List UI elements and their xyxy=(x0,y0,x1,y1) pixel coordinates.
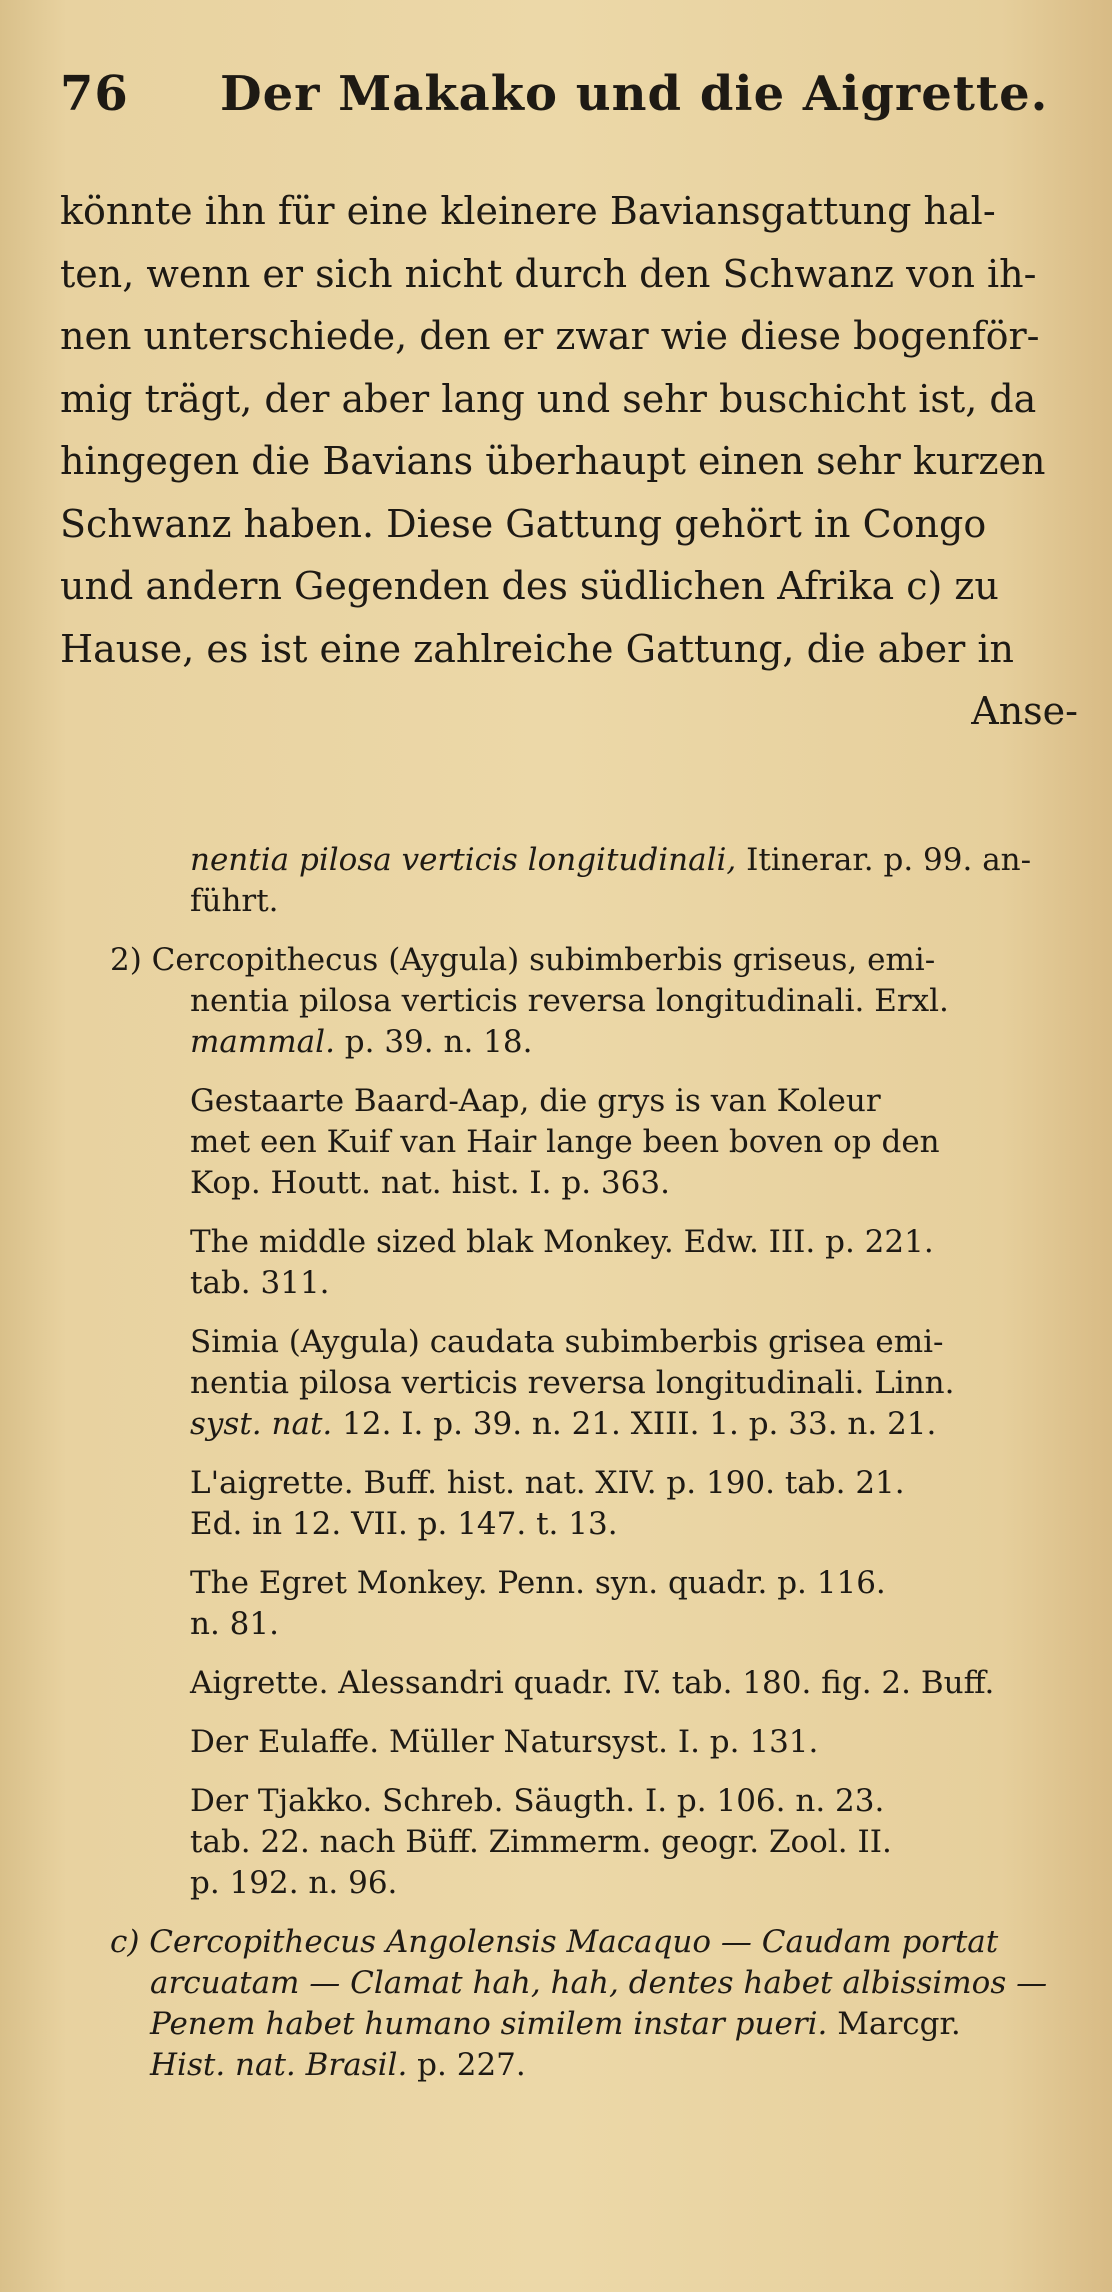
footnote-line xyxy=(60,1922,1090,1963)
footnote-line xyxy=(60,1663,1090,1704)
footnote-line xyxy=(60,1404,1090,1445)
footnote-line xyxy=(60,1022,1090,1063)
italic-text: c) Cercopithecus Angolensis Macaquo — Caudam portat xyxy=(110,1924,999,1960)
roman-text: met een Kuif van Hair lange been boven op den xyxy=(190,1124,940,1160)
footnote-line xyxy=(60,1604,1090,1645)
footnote-line xyxy=(60,2004,1090,2045)
italic-text: Hist. nat. Brasil. xyxy=(150,2047,408,2083)
text-line: nen unterschiede, den er zwar wie diese bogenför- xyxy=(60,314,1040,358)
footnote-line xyxy=(60,1081,1090,1122)
roman-text: nentia pilosa verticis reversa longitudinali. Erxl. xyxy=(190,983,949,1019)
roman-text: The middle sized blak Monkey. Edw. III. p. 221. xyxy=(190,1224,934,1260)
text-line: Schwanz haben. Diese Gattung gehört in Congo xyxy=(60,501,987,546)
roman-text: Marcgr. xyxy=(827,2006,961,2042)
footnote-line xyxy=(60,1963,1090,2004)
roman-text: Ed. in 12. VII. p. 147. t. 13. xyxy=(190,1506,618,1542)
footnote-line xyxy=(60,1822,1090,1863)
text-line: mig trägt, der aber lang und sehr buschicht ist, da xyxy=(60,376,1037,421)
text-line: hingegen die Bavians überhaupt einen sehr kurzen xyxy=(60,439,1046,483)
footnote-line xyxy=(60,1781,1090,1822)
catchword: Anse- xyxy=(971,689,1078,733)
roman-text: Der Eulaffe. Müller Natursyst. I. p. 131. xyxy=(190,1724,819,1760)
footnote-line xyxy=(60,1722,1090,1763)
roman-text: führt. xyxy=(190,883,279,919)
footnotes xyxy=(60,840,1090,2086)
text-line: ten, wenn er sich nicht durch den Schwanz von ih- xyxy=(60,251,1037,296)
roman-text: Gestaarte Baard-Aap, die grys is van Koleur xyxy=(190,1083,881,1119)
italic-text: mammal. xyxy=(190,1024,335,1060)
text-line: könnte ihn für eine kleinere Baviansgattung hal- xyxy=(60,189,996,233)
page-header xyxy=(60,56,1060,136)
running-title: Der Makako und die Aigrette. xyxy=(220,66,1049,122)
footnote-line xyxy=(60,1322,1090,1363)
roman-text: 12. I. p. 39. n. 21. XIII. 1. p. 33. n. 21. xyxy=(332,1406,937,1442)
text-line: und andern Gegenden des südlichen Afrika c) zu xyxy=(60,564,999,608)
footnote-line xyxy=(60,1163,1090,1204)
italic-text: syst. nat. xyxy=(190,1406,333,1442)
roman-text: Itinerar. p. 99. an- xyxy=(736,842,1032,878)
footnote-line xyxy=(60,1463,1090,1504)
footnote-line xyxy=(60,1263,1090,1304)
italic-text: arcuatam — Clamat hah, hah, dentes habet albissimos — xyxy=(150,1965,1048,2001)
roman-text: n. 81. xyxy=(190,1606,279,1642)
roman-text: tab. 22. nach Büff. Zimmerm. geogr. Zool. II. xyxy=(190,1824,892,1860)
footnote-line xyxy=(60,1563,1090,1604)
roman-text: tab. 311. xyxy=(190,1265,330,1301)
roman-text: Aigrette. Alessandri quadr. IV. tab. 180. fig. 2. Buff. xyxy=(190,1665,995,1701)
italic-text: Penem habet humano similem instar pueri. xyxy=(150,2006,828,2042)
roman-text: p. 227. xyxy=(407,2047,526,2083)
page-number: 76 xyxy=(60,66,129,122)
footnote-line xyxy=(60,840,1090,881)
roman-text: Simia (Aygula) caudata subimberbis grisea emi- xyxy=(190,1324,944,1360)
text-line: Hause, es ist eine zahlreiche Gattung, die aber in xyxy=(60,626,1014,671)
footnote-line xyxy=(60,940,1090,981)
italic-text: nentia pilosa verticis longitudinali, xyxy=(190,842,737,878)
roman-text: The Egret Monkey. Penn. syn. quadr. p. 116. xyxy=(190,1565,886,1601)
footnote-line xyxy=(60,881,1090,922)
footnote-line xyxy=(60,1504,1090,1545)
main-text xyxy=(60,180,1090,743)
roman-text: p. 192. n. 96. xyxy=(190,1865,398,1901)
roman-text: 2) Cercopithecus (Aygula) subimberbis griseus, emi- xyxy=(110,942,936,978)
roman-text: p. 39. n. 18. xyxy=(334,1024,533,1060)
roman-text: L'aigrette. Buff. hist. nat. XIV. p. 190. tab. 21. xyxy=(190,1465,905,1501)
footnote-line xyxy=(60,1122,1090,1163)
footnote-line xyxy=(60,1222,1090,1263)
footnote-line xyxy=(60,2045,1090,2086)
footnote-line xyxy=(60,1363,1090,1404)
roman-text: Der Tjakko. Schreb. Säugth. I. p. 106. n. 23. xyxy=(190,1783,885,1819)
footnote-line xyxy=(60,981,1090,1022)
roman-text: Kop. Houtt. nat. hist. I. p. 363. xyxy=(190,1165,670,1201)
footnote-line xyxy=(60,1863,1090,1904)
roman-text: nentia pilosa verticis reversa longitudinali. Linn. xyxy=(190,1365,955,1401)
